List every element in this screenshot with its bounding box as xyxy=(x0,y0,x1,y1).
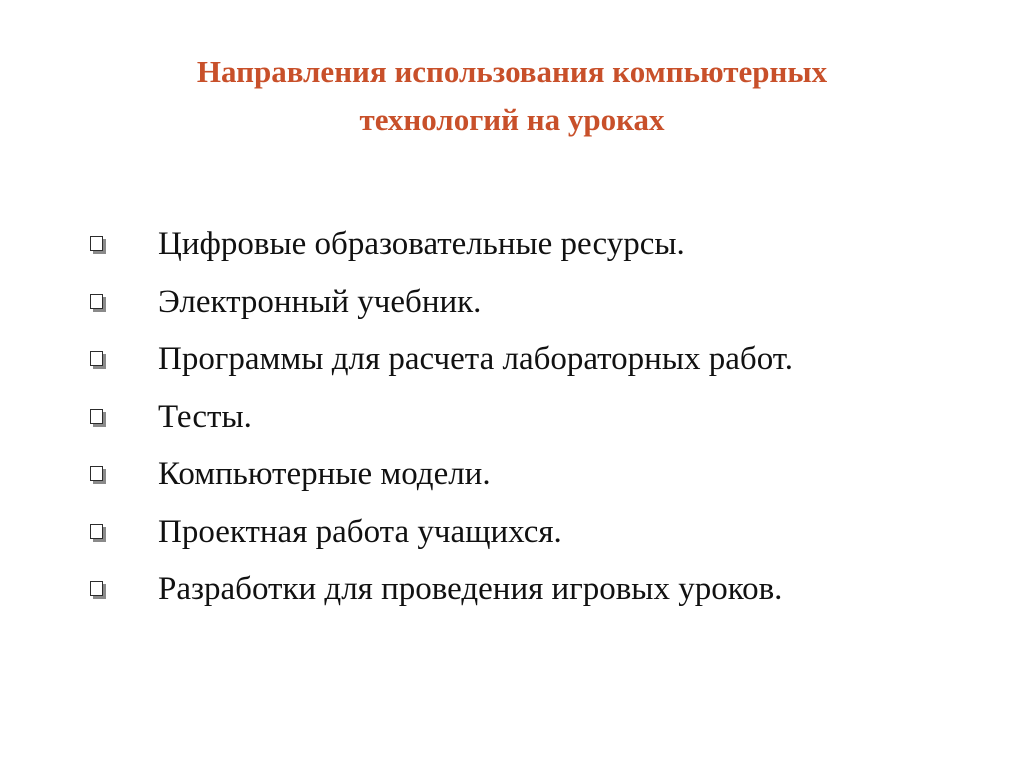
square-checkbox-icon xyxy=(90,294,105,311)
square-checkbox-icon xyxy=(90,581,105,598)
list-item-text: Программы для расчета лабораторных работ. xyxy=(158,341,793,377)
square-checkbox-icon xyxy=(90,236,105,253)
list-item-text: Проектная работа учащихся. xyxy=(158,513,562,550)
list-item-text: Электронный учебник. xyxy=(158,283,482,320)
list-item-text: Разработки для проведения игровых уроков. xyxy=(158,571,783,607)
square-checkbox-icon xyxy=(90,351,105,368)
list-item xyxy=(90,450,793,508)
square-checkbox-icon xyxy=(90,524,105,541)
list-item-text: Цифровые образовательные ресурсы. xyxy=(158,226,685,262)
list-item-text: Компьютерные модели. xyxy=(158,456,491,492)
square-checkbox-icon xyxy=(90,466,105,483)
slide-title xyxy=(60,48,964,144)
slide-title-line-2: технологий на уроках xyxy=(359,102,665,137)
slide-title-line-1: Направления использования компьютерных xyxy=(196,54,828,89)
list-item xyxy=(90,565,793,623)
list-item xyxy=(90,335,793,393)
square-checkbox-icon xyxy=(90,409,105,426)
list-item xyxy=(90,508,793,566)
list-item-text: Тесты. xyxy=(158,398,252,435)
bullet-list xyxy=(90,220,793,623)
list-item xyxy=(90,278,793,336)
list-item xyxy=(90,220,793,278)
list-item xyxy=(90,393,793,451)
